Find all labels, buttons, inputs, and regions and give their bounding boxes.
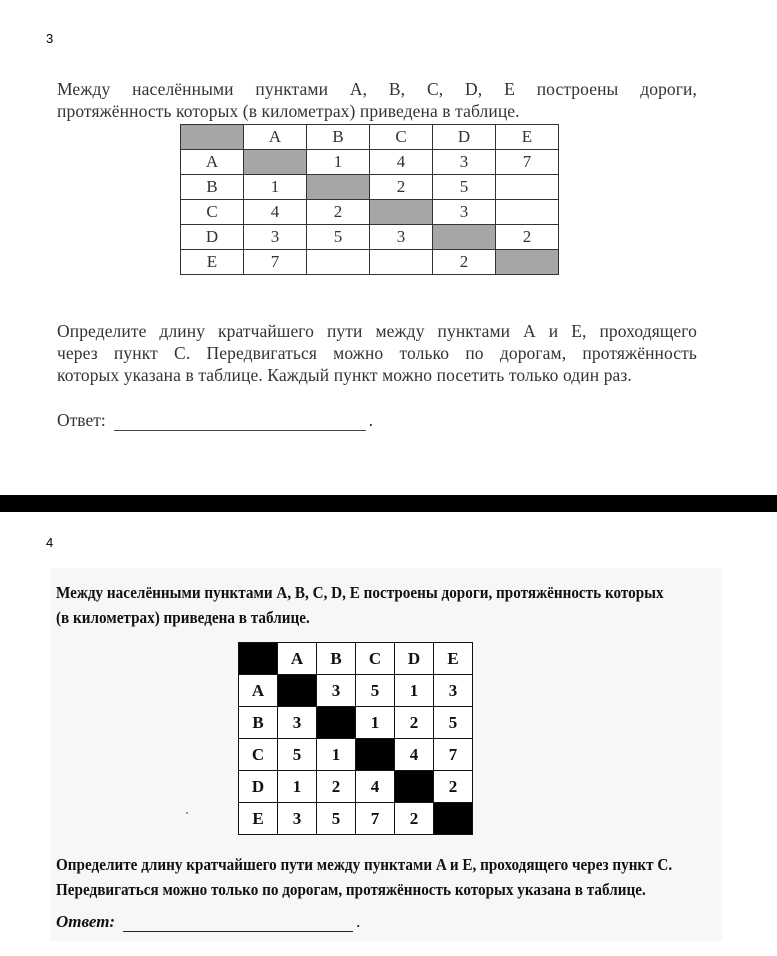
table-cell: 5 (434, 707, 473, 739)
row-label-cell: C (181, 200, 244, 225)
table-cell: 2 (395, 707, 434, 739)
table-header-cell: C (356, 643, 395, 675)
section-divider (0, 495, 777, 512)
table-cell: 5 (278, 739, 317, 771)
table-cell: 7 (356, 803, 395, 835)
problem-4-question-line-1: Определите длину кратчайшего пути между пунктами A и E, проходящего через пункт C. (56, 855, 673, 874)
table-header-cell: A (244, 125, 307, 150)
table-cell: 2 (317, 771, 356, 803)
diagonal-cell (434, 803, 473, 835)
table-cell: 7 (496, 150, 559, 175)
table-row (181, 150, 559, 175)
row-label-cell: A (239, 675, 278, 707)
table-cell: 4 (244, 200, 307, 225)
row-label-cell: D (239, 771, 278, 803)
table-cell (370, 250, 433, 275)
answer-blank (123, 917, 353, 932)
row-label-cell: A (181, 150, 244, 175)
problem-number-4: 4 (46, 535, 54, 550)
table-cell: 2 (496, 225, 559, 250)
row-label-cell: B (181, 175, 244, 200)
table-row (181, 200, 559, 225)
distance-table-4 (238, 642, 473, 835)
table-cell (496, 200, 559, 225)
problem-3-intro-line-2: протяжённость которых (в километрах) приведена в таблице. (57, 101, 520, 121)
table-row (239, 675, 473, 707)
table-cell: 1 (395, 675, 434, 707)
answer-end-dot: . (368, 411, 373, 430)
diagonal-cell (278, 675, 317, 707)
table-header-row (181, 125, 559, 150)
table-header-cell: E (434, 643, 473, 675)
table-cell: 5 (433, 175, 496, 200)
table-cell (496, 175, 559, 200)
table-cell (307, 250, 370, 275)
problem-3-intro-line-1: Между населёнными пунктами А, В, С, D, Е построены дороги, (57, 79, 697, 99)
table-cell: 3 (433, 200, 496, 225)
table-row (239, 707, 473, 739)
table-cell: 7 (434, 739, 473, 771)
diagonal-cell (433, 225, 496, 250)
problem-4-intro-line-2: (в километрах) приведена в таблице. (56, 608, 310, 627)
table-row (239, 771, 473, 803)
table-cell: 4 (370, 150, 433, 175)
table-row (239, 803, 473, 835)
answer-label: Ответ: (57, 410, 106, 430)
diagonal-cell (395, 771, 434, 803)
table-header-cell: B (317, 643, 356, 675)
table-cell: 5 (317, 803, 356, 835)
table-header-cell: E (496, 125, 559, 150)
scan-speck (186, 812, 188, 814)
table-cell: 1 (307, 150, 370, 175)
problem-3-question-line-3: которых указана в таблице. Каждый пункт можно посетить только один раз. (57, 365, 632, 385)
problem-3-answer (57, 410, 373, 431)
table-header-cell: D (433, 125, 496, 150)
table-cell: 1 (244, 175, 307, 200)
row-label-cell: E (181, 250, 244, 275)
table-cell: 2 (434, 771, 473, 803)
table-cell: 3 (433, 150, 496, 175)
table-row (181, 175, 559, 200)
problem-3-question-line-1: Определите длину кратчайшего пути между пунктами А и Е, проходящего (57, 321, 697, 341)
table-header-cell: D (395, 643, 434, 675)
answer-blank (114, 416, 366, 431)
diagonal-cell (370, 200, 433, 225)
table-cell: 1 (356, 707, 395, 739)
problem-4-intro (56, 580, 715, 630)
table-cell: 1 (278, 771, 317, 803)
table-header-cell: A (278, 643, 317, 675)
problem-4-answer (56, 912, 360, 932)
diagonal-cell (317, 707, 356, 739)
row-label-cell: B (239, 707, 278, 739)
diagonal-cell (307, 175, 370, 200)
table-cell: 3 (244, 225, 307, 250)
table-corner-cell (239, 643, 278, 675)
table-row (181, 250, 559, 275)
table-cell: 2 (307, 200, 370, 225)
answer-end-dot: . (356, 912, 361, 931)
problem-3-intro (57, 78, 697, 122)
problem-number-3: 3 (46, 31, 54, 46)
answer-label: Ответ: (56, 912, 116, 931)
problem-4-question (56, 852, 715, 902)
diagonal-cell (496, 250, 559, 275)
table-cell: 5 (356, 675, 395, 707)
table-row (239, 739, 473, 771)
table-cell: 3 (278, 803, 317, 835)
row-label-cell: D (181, 225, 244, 250)
table-cell: 4 (395, 739, 434, 771)
table-cell: 2 (370, 175, 433, 200)
row-label-cell: E (239, 803, 278, 835)
table-cell: 1 (317, 739, 356, 771)
distance-table-3 (180, 124, 559, 275)
table-cell: 3 (278, 707, 317, 739)
problem-4-question-line-2: Передвигаться можно только по дорогам, протяжённость которых указана в таблице. (56, 880, 646, 899)
table-cell: 4 (356, 771, 395, 803)
table-header-cell: C (370, 125, 433, 150)
table-header-row (239, 643, 473, 675)
problem-4-intro-line-1: Между населёнными пунктами A, B, C, D, E построены дороги, протяжённость которых (56, 583, 664, 602)
table-cell: 3 (370, 225, 433, 250)
table-cell: 5 (307, 225, 370, 250)
problem-3-question-line-2: через пункт С. Передвигаться можно только по дорогам, протяжённость (57, 343, 697, 363)
table-corner-cell (181, 125, 244, 150)
table-cell: 2 (395, 803, 434, 835)
table-cell: 3 (317, 675, 356, 707)
table-cell: 2 (433, 250, 496, 275)
row-label-cell: C (239, 739, 278, 771)
diagonal-cell (244, 150, 307, 175)
table-cell: 3 (434, 675, 473, 707)
table-row (181, 225, 559, 250)
problem-3-question (57, 320, 697, 386)
table-header-cell: B (307, 125, 370, 150)
diagonal-cell (356, 739, 395, 771)
table-cell: 7 (244, 250, 307, 275)
